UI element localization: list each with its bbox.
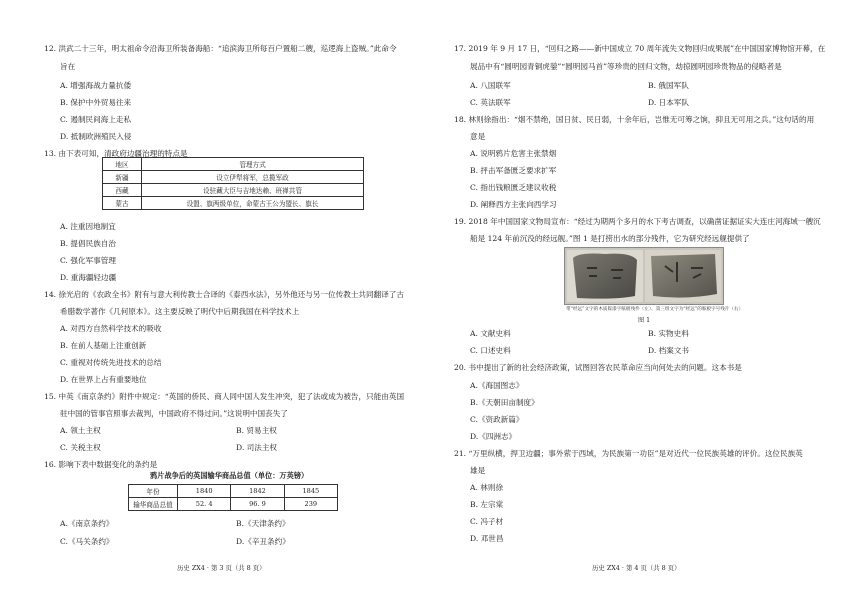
right-page-footer: 历史 ZX4 · 第 4 页（共 8 页）: [592, 564, 681, 572]
q18-option-d: D. 阐释西方主张向西学习: [470, 200, 557, 209]
q16-option-a: A.《南京条约》: [60, 519, 114, 528]
q16-header-1845: 1845: [284, 485, 337, 498]
q13-option-b: B. 提倡民族自治: [60, 239, 116, 248]
q16-stem: 16. 影响下表中数据变化的条约是: [44, 460, 158, 469]
q16-option-c: C.《马关条约》: [60, 537, 114, 546]
q17-option-d: D. 日本军队: [648, 98, 690, 107]
q17-option-a: A. 八国联军: [470, 81, 511, 90]
q17-stem-line1: 17. 2019 年 9 月 17 日，“回归之路——新中国成立 70 周年流失文物回归成果展”在中国国家博物馆开幕，在: [454, 44, 826, 53]
q20-stem: 20. 书中提出了新的社会经济政策，试图回答农民革命应当向何处去的问题。这本书是: [454, 363, 742, 372]
q18-option-b: B. 抨击军备匮乏要求扩军: [470, 166, 557, 175]
q19-stem-line2: 船是 124 年前沉没的经远舰。”图 1 是打捞出水的部分残件，它为研究经远舰提供了: [470, 234, 750, 243]
q19-option-d: D. 档案文书: [648, 346, 690, 355]
q16-value-1842: 96. 9: [231, 498, 284, 511]
q19-option-c: C. 口述史料: [470, 346, 511, 355]
q13-row1-method: 设立伊犁将军，总揽军政: [142, 171, 364, 184]
q14-option-b: B. 在前人基础上注重创新: [60, 341, 147, 350]
q21-stem-line1: 21. “万里纵横，捍卫边疆；事外萦于西域，为民族第一功臣”是对近代一位民族英雄的评价。这位民族英: [454, 449, 803, 458]
q12-stem-line1: 12. 洪武二十三年，明太祖命令沿海卫所装备海船：“追滨海卫所每百户置船二艘，巡逻海上盗贼。”此命令: [44, 44, 397, 53]
q15-option-c: C. 关税主权: [60, 443, 101, 452]
q14-option-d: D. 在世界上占有重要地位: [60, 375, 147, 384]
q21-stem-line2: 雄是: [470, 466, 486, 475]
photo-caption: 带“经远”文字的木质髹漆字舷板残件（左）、第三组文字为“经远”的舷板字号残片（右）: [566, 307, 744, 312]
q20-option-c: C.《资政新篇》: [470, 415, 524, 424]
q12-stem-line2: 旨在: [60, 62, 76, 71]
q16-header-1842: 1842: [231, 485, 284, 498]
q12-option-a: A. 增强海战力量抗倭: [60, 81, 132, 90]
q21-option-c: C. 冯子材: [470, 517, 504, 526]
right-relic-fragment: [651, 254, 717, 298]
q15-option-b: B. 贸易主权: [236, 426, 277, 435]
q18-option-a: A. 说明鸦片危害主张禁烟: [470, 149, 557, 158]
q13-row3-region: 蒙古: [103, 197, 142, 210]
q16-header-1840: 1840: [178, 485, 231, 498]
q13-option-d: D. 重海疆轻边疆: [60, 273, 117, 282]
left-relic-fragment: [573, 254, 637, 299]
q13-row2-method: 设驻藏大臣与吉地达赖、班禅共管: [142, 184, 364, 197]
q21-option-d: D. 邓世昌: [470, 534, 504, 543]
shipwreck-relics-photo: [564, 247, 724, 305]
q20-option-d: D.《四洲志》: [470, 432, 517, 441]
q15-option-d: D. 司法主权: [236, 443, 278, 452]
q16-value-1840: 52. 4: [178, 498, 231, 511]
q13-row3-method: 设盟、旗两级单位，命蒙古王公为盟长、旗长: [142, 197, 364, 210]
q12-option-d: D. 抵制欧洲殖民入侵: [60, 132, 132, 141]
q15-option-a: A. 领土主权: [60, 426, 101, 435]
figure-label: 图 1: [638, 317, 651, 324]
q19-option-b: B. 实物史料: [648, 329, 689, 338]
q15-stem-line2: 驻中国的管事官照事去裁判，中国政府不得过问。”这说明中国丧失了: [60, 409, 288, 418]
q17-option-b: B. 俄国军队: [648, 81, 689, 90]
q14-stem-line2: 希腊数学著作《几何原本》。这主要反映了明代中后期我国在科学技术上: [60, 307, 300, 316]
q12-option-b: B. 保护中外贸易往来: [60, 98, 132, 107]
q16-header-year: 年份: [129, 485, 178, 498]
q13-option-c: C. 强化军事管理: [60, 256, 116, 265]
q18-option-c: C. 指出钱粮匮乏建议收税: [470, 183, 557, 192]
q17-option-c: C. 英法联军: [470, 98, 511, 107]
q13-header-region: 地区: [103, 158, 142, 171]
left-page-footer: 历史 ZX4 · 第 3 页（共 8 页）: [177, 564, 266, 572]
q14-option-a: A. 对西方自然科学技术的吸收: [60, 324, 162, 333]
q15-stem-line1: 15. 中英《南京条约》附件中规定：“英国的侨民、商人同中国人发生冲突，犯了法或成为被告，只能由英国: [44, 392, 405, 401]
q18-stem-line2: 意是: [470, 132, 486, 141]
q19-option-a: A. 文献史料: [470, 329, 511, 338]
q13-row1-region: 新疆: [103, 171, 142, 184]
q16-value-1845: 239: [284, 498, 337, 511]
q20-option-a: A.《海国图志》: [470, 381, 524, 390]
q21-option-b: B. 左宗棠: [470, 500, 504, 509]
q16-trade-table: [128, 484, 338, 511]
q14-option-c: C. 重视对传统先进技术的总结: [60, 358, 162, 367]
q13-governance-table: [102, 157, 364, 210]
q16-table-caption: 鸦片战争后的英国输华商品总值（单位：万英镑）: [150, 471, 309, 480]
right-page: [430, 0, 860, 589]
q19-stem-line1: 19. 2018 年中国国家文物局宣布：“经过为期两个多月的水下考古调查，以确凿证据证实大连庄河海域一艘沉: [454, 217, 821, 226]
q13-row2-region: 西藏: [103, 184, 142, 197]
q21-option-a: A. 林则徐: [470, 483, 504, 492]
q16-option-b: B.《天津条约》: [236, 519, 290, 528]
q17-stem-line2: 展品中有“圆明园青铜虎鎣”“圆明园马首”等珍贵的回归文物，劫掠圆明园珍贵物品的侵略者是: [470, 62, 782, 71]
q12-option-c: C. 遏制民间海上走私: [60, 115, 132, 124]
q16-option-d: D.《辛丑条约》: [236, 537, 290, 546]
q20-option-b: B.《天朝田亩制度》: [470, 398, 539, 407]
q16-row-label: 输华商品总值: [129, 498, 178, 511]
q13-option-a: A. 注重因地制宜: [60, 222, 116, 231]
q13-header-method: 管理方式: [142, 158, 364, 171]
q13-stem: 13. 由下表可知，清政府边疆治理的特点是: [44, 149, 188, 158]
q14-stem-line1: 14. 徐光启的《农政全书》附有与意大利传教士合译的《泰西水法》，另外他还与另一位传教士共同翻译了古: [44, 290, 404, 299]
q18-stem-line1: 18. 林则徐指出：“烟不禁绝，国日贫、民日弱，十余年后，岂惟无可筹之饷，抑且无可用之兵。”这句话的用: [454, 115, 815, 124]
